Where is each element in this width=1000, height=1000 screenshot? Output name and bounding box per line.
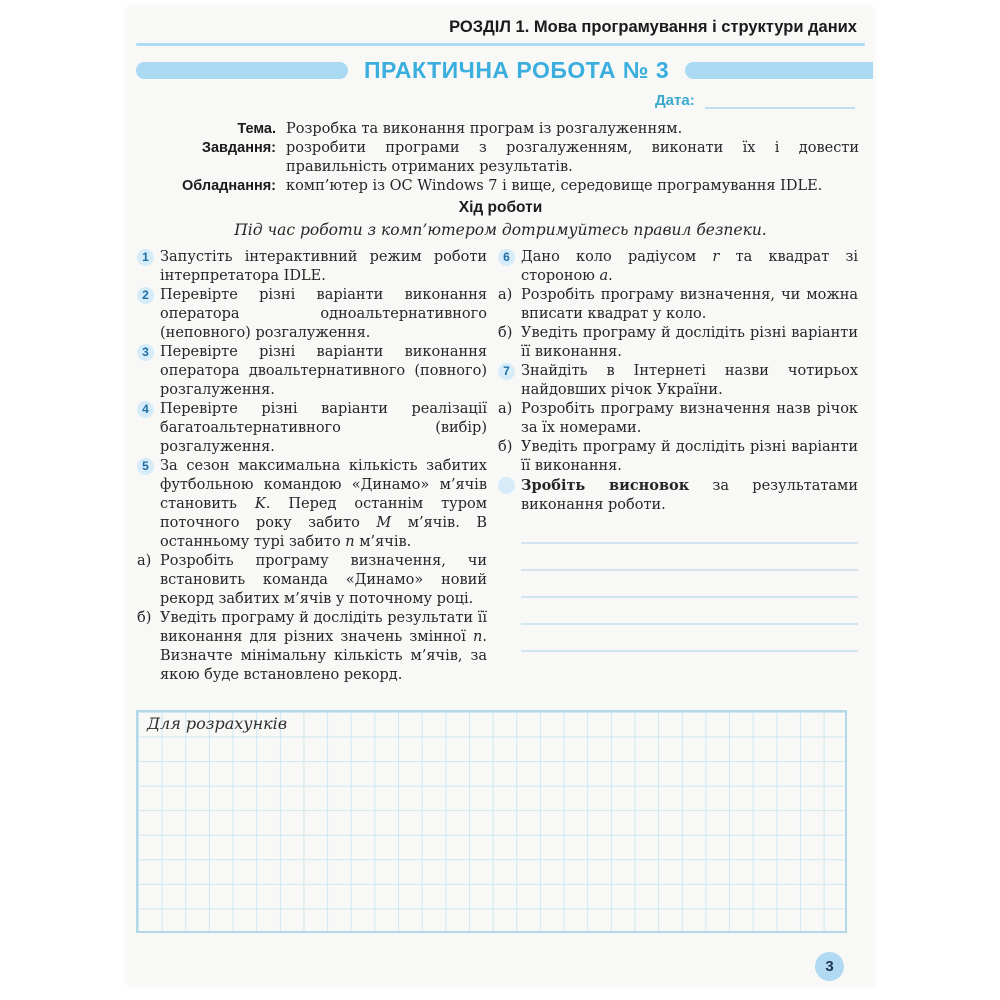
item-number-badge: 1: [137, 249, 154, 266]
task-item-5: [137, 457, 487, 552]
item-text: Розробіть програму визначення, чи можна вписати квадрат у коло.: [521, 287, 858, 322]
writing-line: [521, 598, 858, 625]
task-item-5a: [137, 552, 487, 609]
meta-block: [136, 120, 859, 196]
item-text: За сезон максимальна кількість забитих футбольною командою «Динамо» м’ячів становить K. Перед останнім туром поточного року забито M м’ячів. В останньому турі забито n м’ячів.: [160, 458, 487, 550]
title-decor-bar-right: [685, 62, 873, 79]
item-text: Перевірте різні варіанти реалізації багатоальтернативного (вибір) розгалуження.: [160, 401, 487, 455]
item-text: Розробіть програму визначення назв річок за їх номерами.: [521, 401, 858, 436]
task-item-1: [137, 248, 487, 286]
item-text: Дано коло радіусом r та квадрат зі стороною a.: [521, 249, 858, 284]
item-text: Знайдіть в Інтернеті назви чотирьох найдовших річок України.: [521, 363, 858, 398]
title-decor-bar-left: [136, 62, 348, 79]
task-label: Завдання:: [201, 140, 276, 156]
item-number-badge: 5: [137, 458, 154, 475]
sub-item-label: а): [498, 287, 513, 303]
title-row: [136, 57, 873, 84]
writing-line: [521, 544, 858, 571]
item-text: Запустіть інтерактивний режим роботи інтерпретатора IDLE.: [160, 249, 487, 284]
task-item-3: [137, 343, 487, 400]
sub-item-label: а): [137, 553, 152, 569]
page-title: ПРАКТИЧНА РОБОТА № 3: [364, 57, 670, 83]
theme-label: Тема.: [237, 121, 276, 137]
item-text: Перевірте різні варіанти виконання оператора двоальтернативного (повного) розгалуження.: [160, 344, 487, 398]
task-item-6a: [498, 286, 858, 324]
conclusion-writing-lines: [498, 517, 858, 652]
item-number-badge: 7: [498, 363, 515, 380]
sub-item-label: б): [498, 439, 513, 455]
sub-item-label: б): [137, 610, 152, 626]
item-number-badge: 4: [137, 401, 154, 418]
task-item-5b: [137, 609, 487, 685]
variable-n: n: [473, 629, 483, 645]
item-number-badge: 2: [137, 287, 154, 304]
variable-n: n: [345, 534, 355, 550]
writing-line: [521, 517, 858, 544]
writing-line: [521, 571, 858, 598]
workbook-page: [128, 8, 873, 985]
date-label: Дата:: [655, 92, 695, 109]
conclusion-item: [498, 476, 858, 515]
equipment-label: Обладнання:: [182, 178, 276, 194]
task-item-7b: [498, 438, 858, 476]
variable-M: M: [376, 515, 392, 531]
writing-line: [521, 625, 858, 652]
page-number-badge: 3: [815, 952, 844, 981]
task-item-6b: [498, 324, 858, 362]
calculations-label: Для розрахунків: [147, 714, 288, 733]
item-text: Уведіть програму й дослідіть різні варіанти її виконання.: [521, 325, 858, 360]
sub-item-label: а): [498, 401, 513, 417]
task-item-7a: [498, 400, 858, 438]
variable-K: K: [254, 496, 266, 512]
task-column-right: [498, 248, 858, 685]
work-progress-heading: Хід роботи: [458, 199, 543, 216]
task-columns: [137, 248, 858, 685]
sub-item-label: б): [498, 325, 513, 341]
safety-note: Під час роботи з комп’ютером дотримуйтесь правил безпеки.: [234, 221, 767, 239]
item-text: Уведіть програму й дослідіть різні варіанти її виконання.: [521, 439, 858, 474]
task-item-4: [137, 400, 487, 457]
item-text: Перевірте різні варіанти виконання оператора одноальтернативного (неповного) розгалуження.: [160, 287, 487, 341]
task-item-7: [498, 362, 858, 400]
variable-r: r: [712, 249, 720, 265]
item-number-badge: 6: [498, 249, 515, 266]
variable-a: a: [599, 268, 609, 284]
task-text: розробити програми з розгалуженням, виконати їх і довести правильність отриманих результатів.: [286, 140, 859, 175]
date-row: [655, 92, 855, 109]
conclusion-bullet-circle: [498, 477, 515, 494]
task-item-2: [137, 286, 487, 343]
chapter-header: РОЗДІЛ 1. Мова програмування і структури даних: [449, 18, 857, 36]
equipment-text: комп’ютер із ОС Windows 7 і вище, середовище програмування IDLE.: [286, 178, 823, 194]
header-rule: [136, 43, 865, 46]
date-blank-line: [705, 93, 855, 109]
theme-text: Розробка та виконання програм із розгалуженням.: [286, 121, 683, 137]
item-text: Уведіть програму й дослідіть результати її виконання для різних значень змінної n. Визначте мінімальну кількість м’ячів, за якою буде встановлено рекорд.: [160, 610, 487, 683]
task-item-6: [498, 248, 858, 286]
calculations-grid: [136, 710, 847, 933]
item-number-badge: 3: [137, 344, 154, 361]
conclusion-text: Зробіть висновок за результатами виконання роботи.: [521, 477, 858, 513]
task-column-left: [137, 248, 487, 685]
item-text: Розробіть програму визначення, чи встановить команда «Динамо» новий рекорд забитих м’ячів у поточному році.: [160, 553, 487, 607]
